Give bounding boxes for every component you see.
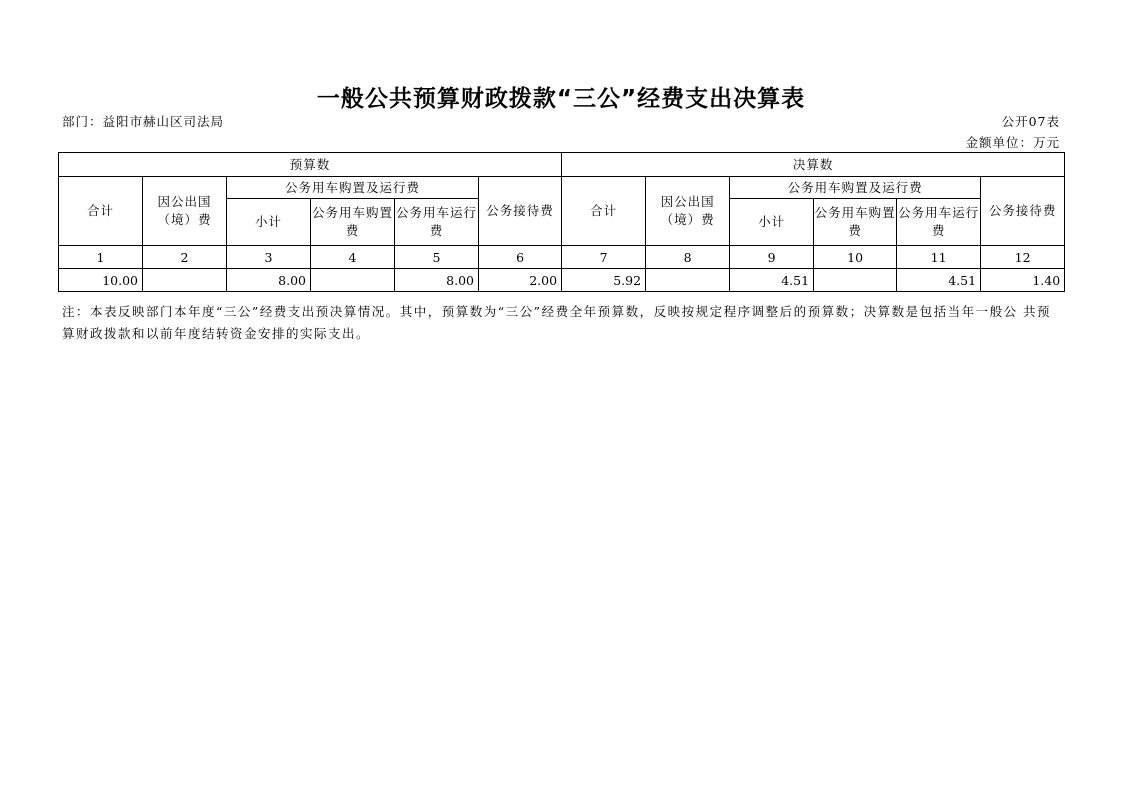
budget-abroad-header: 因公出国（境）费 — [143, 177, 227, 246]
final-abroad-header: 因公出国（境）费 — [646, 177, 730, 246]
index-cell: 2 — [143, 246, 227, 269]
final-total-value: 5.92 — [562, 269, 646, 292]
index-cell: 11 — [897, 246, 981, 269]
final-vehicle-operation-value: 4.51 — [897, 269, 981, 292]
index-cell: 1 — [59, 246, 143, 269]
index-row — [59, 246, 1065, 269]
index-cell: 12 — [981, 246, 1065, 269]
index-cell: 6 — [479, 246, 562, 269]
expense-table — [58, 152, 1065, 292]
index-cell: 4 — [311, 246, 395, 269]
budget-subtotal-value: 8.00 — [227, 269, 311, 292]
budget-reception-value: 2.00 — [479, 269, 562, 292]
index-cell: 10 — [814, 246, 897, 269]
amount-unit: 金额单位：万元 — [965, 135, 1060, 150]
index-cell: 5 — [395, 246, 479, 269]
budget-group-header: 预算数 — [59, 153, 562, 177]
final-subtotal-header: 小计 — [730, 199, 814, 246]
form-number: 公开07表 — [1001, 114, 1060, 129]
budget-total-header: 合计 — [59, 177, 143, 246]
final-group-header: 决算数 — [562, 153, 1065, 177]
final-total-header: 合计 — [562, 177, 646, 246]
index-cell: 9 — [730, 246, 814, 269]
budget-vehicle-purchase-value — [311, 269, 395, 292]
budget-vehicle-purchase-header: 公务用车购置费 — [311, 199, 395, 246]
budget-subtotal-header: 小计 — [227, 199, 311, 246]
department-label: 部门：益阳市赫山区司法局 — [62, 114, 225, 129]
value-row — [59, 269, 1065, 292]
index-cell: 7 — [562, 246, 646, 269]
budget-vehicle-operation-header: 公务用车运行费 — [395, 199, 479, 246]
final-vehicle-purchase-value — [814, 269, 897, 292]
final-vehicle-operation-header: 公务用车运行费 — [897, 199, 981, 246]
table-note: 注：本表反映部门本年度“三公”经费支出预决算情况。其中，预算数为“三公”经费全年预算数，反映按规定程序调整后的预算数；决算数是包括当年一般公 共预算财政拨款和以前年度结转资金安排的实际支出。 — [62, 304, 1052, 341]
budget-abroad-value — [143, 269, 227, 292]
budget-vehicle-operation-value: 8.00 — [395, 269, 479, 292]
budget-total-value: 10.00 — [59, 269, 143, 292]
final-reception-value: 1.40 — [981, 269, 1065, 292]
index-cell: 8 — [646, 246, 730, 269]
index-cell: 3 — [227, 246, 311, 269]
final-subtotal-value: 4.51 — [730, 269, 814, 292]
final-reception-header: 公务接待费 — [981, 177, 1065, 246]
budget-vehicle-group-header: 公务用车购置及运行费 — [227, 177, 479, 199]
final-vehicle-group-header: 公务用车购置及运行费 — [730, 177, 981, 199]
final-abroad-value — [646, 269, 730, 292]
final-vehicle-purchase-header: 公务用车购置费 — [814, 199, 897, 246]
page-title: 一般公共预算财政拨款“三公”经费支出决算表 — [316, 86, 806, 112]
budget-reception-header: 公务接待费 — [479, 177, 562, 246]
